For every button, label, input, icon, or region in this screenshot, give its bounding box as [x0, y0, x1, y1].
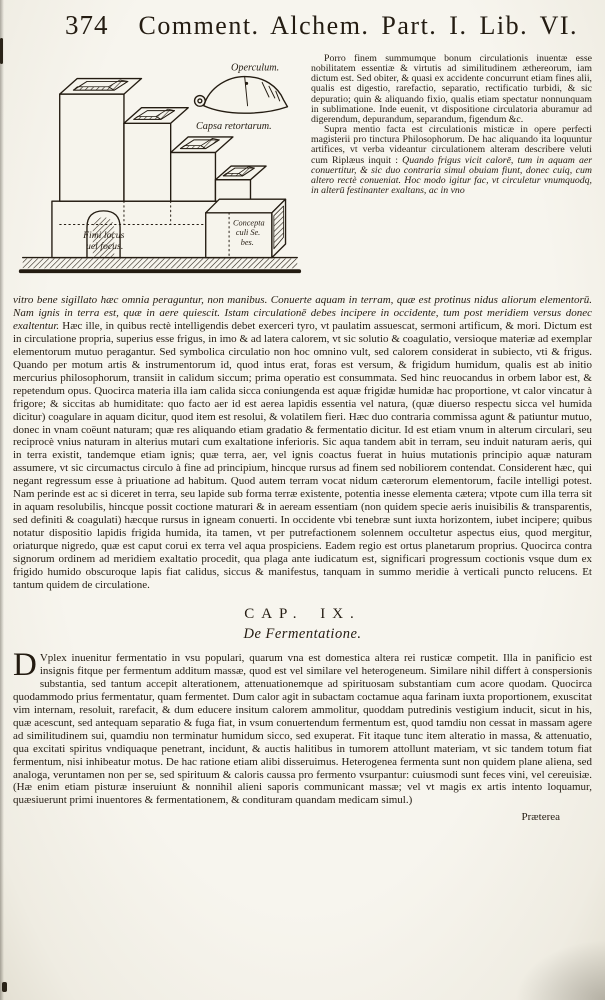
- lid-ring-handle: [195, 96, 206, 107]
- drop-cap-initial: D: [13, 646, 37, 683]
- catchword: Præterea: [521, 811, 560, 824]
- label-fimi-locus-line1: Fimi locus: [83, 230, 125, 242]
- intro-para2-roman: Supra mentio facta est circulationis misticæ in opere perfecti magisterii pro tinctura Philosophorum. De hac aliquando ita loquuntur artifices, vt verba videantur circulationem alteram describere veluti cum Riplæus inquit :: [311, 124, 592, 166]
- ripley-quote-continuation-italic: vitro bene sigillato hæc omnia peraguntur, non manibus. Conuerte aquam in terram, quæ est protinus nidus aliorum elementorū. Nam ignis in terra est, quæ in aere quiescit. Istam circulationē debes incipere in occidente, tum post meridiem versus donec exaltentur.: [13, 294, 592, 332]
- chapter-heading-block: [13, 606, 592, 643]
- label-operculum: Operculum.: [231, 62, 280, 74]
- furnace-woodcut-illustration: [13, 54, 305, 286]
- running-head: [13, 10, 592, 52]
- intro-paragraph-circulation-ends: [311, 54, 592, 125]
- furnace-woodcut-figure: [13, 54, 305, 291]
- label-capsa-retortarum: Capsa retortarum.: [195, 121, 272, 133]
- chapter-title: De Fermentatione.: [243, 625, 362, 642]
- intro-paragraph-mystic-circulation: [311, 125, 592, 196]
- ground-line-hatching: [21, 258, 299, 272]
- circulation-commentary: [13, 294, 592, 592]
- fermentation-paragraph: [13, 646, 592, 807]
- intro-para1-text: Porro finem summumque bonum circulationis inuentæ esse nobilitatem essentiæ & virtutis ad similitudinem æthereorum, iam dictum est. Sed obiter, & quasi ex accidente concurrunt etiam fines alii, qualis est digestio, rarefactio, separatio, rectificatio turbidi, & sic depuratio; quin & aliquando fixio, qualis etiam spectatur nonnunquam in sublimatione. Inde euenit, vt dispositione circulatoria aburamur ad digerendum, depurandum, separandum, figendum &c.: [311, 53, 592, 125]
- label-concepta-line2: culi Se.: [235, 228, 261, 238]
- ripley-quote-italic: Quando frigus vicit calorē, tum in aquam aer conuertitur, & sic duo contraria simul obuiam fiunt, donec cuiq, cum altero rectè conueniat. Hoc modo igitur fac, vt circuletur vnumquodq, in alterū festinanter exaltans, ac in vno: [311, 154, 593, 197]
- scan-edge-artifact: [0, 38, 3, 64]
- furnace-lid: [195, 77, 288, 114]
- label-fimi-locus-line2: uel focus.: [86, 240, 124, 252]
- running-title: Comment. Alchem. Part. I. Lib. VI.: [138, 11, 579, 40]
- scan-edge-artifact: [2, 982, 7, 992]
- top-section: [13, 54, 592, 291]
- label-concepta-line1: Concepta: [232, 218, 265, 228]
- fermentation-text: Vplex inuenitur fermentatio in vsu populari, quarum vna est domestica altera rei rusticæ competit. Illa in panificio est insignis fitque per fermentum additum massæ, quod est vel similare vel heterogeneum. Similare nihil differt à conspersionis substantia, sed tantum accepit alterationem, attenuationemque ad spirituosam substantiam cum acore quodam. Quocirca quodammodo prius fermentatur, quam fermentet. Dum calor agit in subactam coctamue aqua farinam iuxta proportionem, exuscitat vim internam, resoluit, rarefacit, & dum educere insitum calorem ammolitur, quoddam putredinis vestigium inducit, sicut in his, quæ acescunt, sed antequam separatio & fuga fiat, in vsum conuertendum fermentum est, quod tamdiu non cessat in massam agere ad similitudinem sui, quamdiu non terminatur humidum sicco, sed exuperat. Fit itaque tunc item alteratio in massa, & attenuatio, qua excitati spiritus vndiquaque penetrant, incidunt, & auctis halitibus in tumorem attollunt materiam, vt sic tandem totum fiat fermentum, nisi inhibeatur motus. De hac ratione etiam alibi disseruimus. Heterogenea fermenta sunt non quidem plane aliena, sed analoga, veruntamen non per se, sed spirituum & caloris caussa pro fermento vsurpantur: cuiusmodi sunt feces vini, vel cereuisiæ. (Hæ enim etiam pisturæ inseruiunt & nonnihil alieni saporis communicant massæ; vel vt magis ex artis intento loquamur, quæsiuerunt primi inuentores & fermentationem, & condituram quandam medicam simul.): [13, 651, 592, 807]
- intro-column: [311, 54, 592, 291]
- page-number: 374: [65, 10, 109, 40]
- label-concepta-line3: bes.: [240, 237, 254, 247]
- chapter-number: CAP. IX.: [244, 605, 361, 622]
- commentary-roman-text: Hæc ille, in quibus rectè intelligendis debet exerceri tyro, vt paulatim assuescat, sermoni artificum, & mori. Dictum est in circulatione propria, superius esse frigus, in imo & ad latera calorem, vt sic solutio & coagulatio, versioque materiæ ad exemplar elementorum mutuo peragantur. Sed symbolica circulatio non hoc omnino vult, sed calorem considerat in subiecto, vti & frigus. Quando per motum artis & instrumentorum id, quod intus erat, foras est versum, & frigidum humidum, qualis est ab initio mercurius philosophorum, transiit in calidum siccum; prima operatio est consummata. Sed hinc reuocandus in orbem labor est, & repetendum opus. Quocirca materia illa iam calida sicca coniungenda est aquæ frigidæ humidæ hac proportione, vt calor vincatur à frigore; & siccitas ab humiditate: quo facto aer id est aerea lapidis essentia vel natura, (quæ diuerso respectu sicca vel humida dicitur) coagulare in aquam dicitur, quod item est resolui, & volatilem fieri. Hæc duo contraria commissa agunt & patiuntur mutuo, donec in vnam coëunt naturam; quæ res aliquando etiam gradatio & fermentatio dicitur. Id est etiam vnum in alterum circulari, seu reciprocè vnius naturam in alterius mutari cum exaltatione inferioris. Sic aqua tandem abit in terram, seu induit naturam aeris, qui in terra existit, tandemque etiam ignis; quæ terra, aer, vel ignis coactus fuerat in huius mutationis principio aquæ naturam assumere, vt sic circumactus circulo à fine ad principium, hincque rursus ad finem sed nobiliorem contendat. Considerent hæc, qui negant regressum esse à priuatione ad habitum. Quod autem terram vocat nidum cæterorum elementorum, facile intelligi potest. Nam perinde est ac si diceret in terra, seu lapide sub forma terræ existente, potentia inesse elementa cætera; vtpote cum illa terra sit in aquam resolubilis, hincque possit coctione maturari & in aeream essentiam (non quidem specie aeris inuisibilis & transparentis, sed definiti & coagulati) hæcque rursus in igneam conuerti. In occidente vbi tenebræ sunt iuxta horizontem, iubet incipere; quibus notatur dispositio lapidis frigida humida, ita tamen, vt per putrefactionem solennem occultetur aspectus eius, quod mergitur, oriaturque nigredo, quæ est caput corui ex terra vel aqua prospiciens. Eadem regio est ortus planetarum proprius. Quocirca contra signorum ordinem ad meridiem exaltatio procedit, qua plaga ante iudicatum est, significari progressum coctionis vsque dum ex frigido humido obscuroque lapis fiat calidus, siccus & manifestus, tanquam in summo meridie à verticali puncto relucens. Et tantum quidem de circulatione.: [13, 319, 592, 591]
